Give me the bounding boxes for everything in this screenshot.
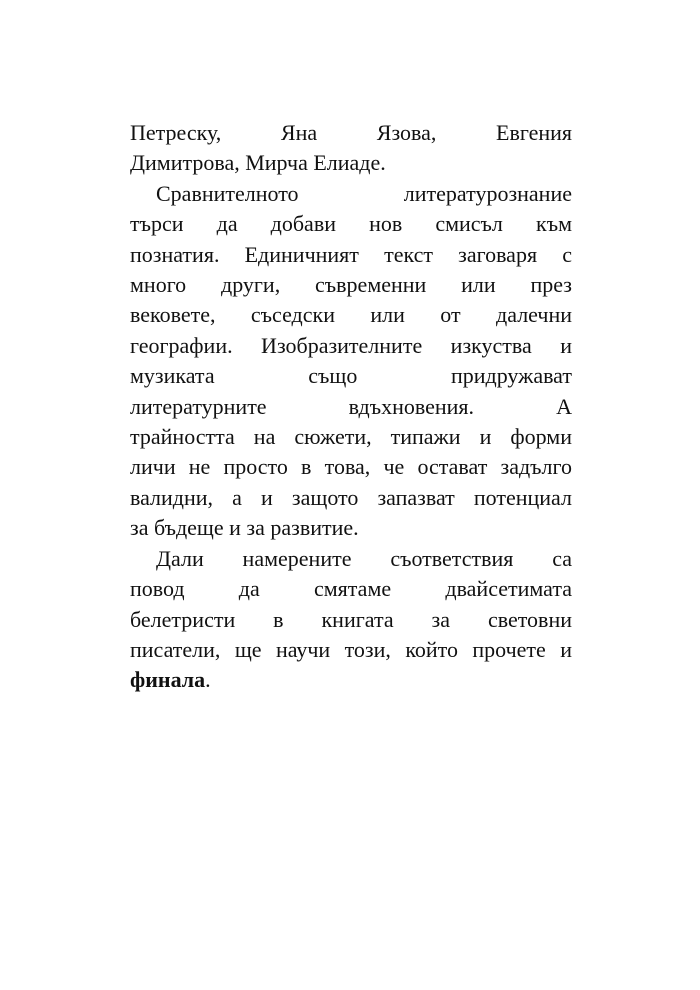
text-line: личи не просто в това, че остават задълго — [130, 454, 572, 480]
paragraph-3 — [130, 544, 572, 696]
text-line: географии. Изобразителните изкуства и — [130, 332, 572, 358]
text-line: Сравнителното литературознание — [156, 180, 572, 206]
text-line-final — [130, 665, 572, 695]
text-line: Петреску, Яна Язова, Евгения — [130, 120, 572, 145]
text-line: белетристи в книгата за световни — [130, 606, 572, 632]
text-line: трайността на сюжети, типажи и форми — [130, 424, 572, 450]
text-line: много други, съвременни или през — [130, 272, 572, 298]
text-line: музиката също придружават — [130, 363, 572, 389]
bold-word: финала — [130, 667, 206, 693]
text-line: търси да добави нов смисъл към — [130, 211, 572, 237]
text-line: валидни, а и защото запазват потенциал — [130, 484, 572, 510]
text-line: писатели, ще научи този, който прочете и — [130, 636, 572, 662]
text-line: литературните вдъхновения. А — [130, 393, 572, 419]
body-text — [130, 118, 572, 696]
paragraph-2 — [130, 179, 572, 544]
final-punctuation: . — [205, 667, 211, 693]
text-line: Димитрова, Мирча Елиаде. — [130, 150, 386, 176]
paragraph-1 — [130, 118, 572, 179]
text-line: вековете, съседски или от далечни — [130, 302, 572, 328]
text-line: познатия. Единичният текст заговаря с — [130, 241, 572, 267]
text-line: повод да смятаме двайсетимата — [130, 576, 572, 602]
text-line: за бъдеще и за развитие. — [130, 515, 359, 541]
text-line: Дали намерените съответствия са — [156, 545, 572, 571]
